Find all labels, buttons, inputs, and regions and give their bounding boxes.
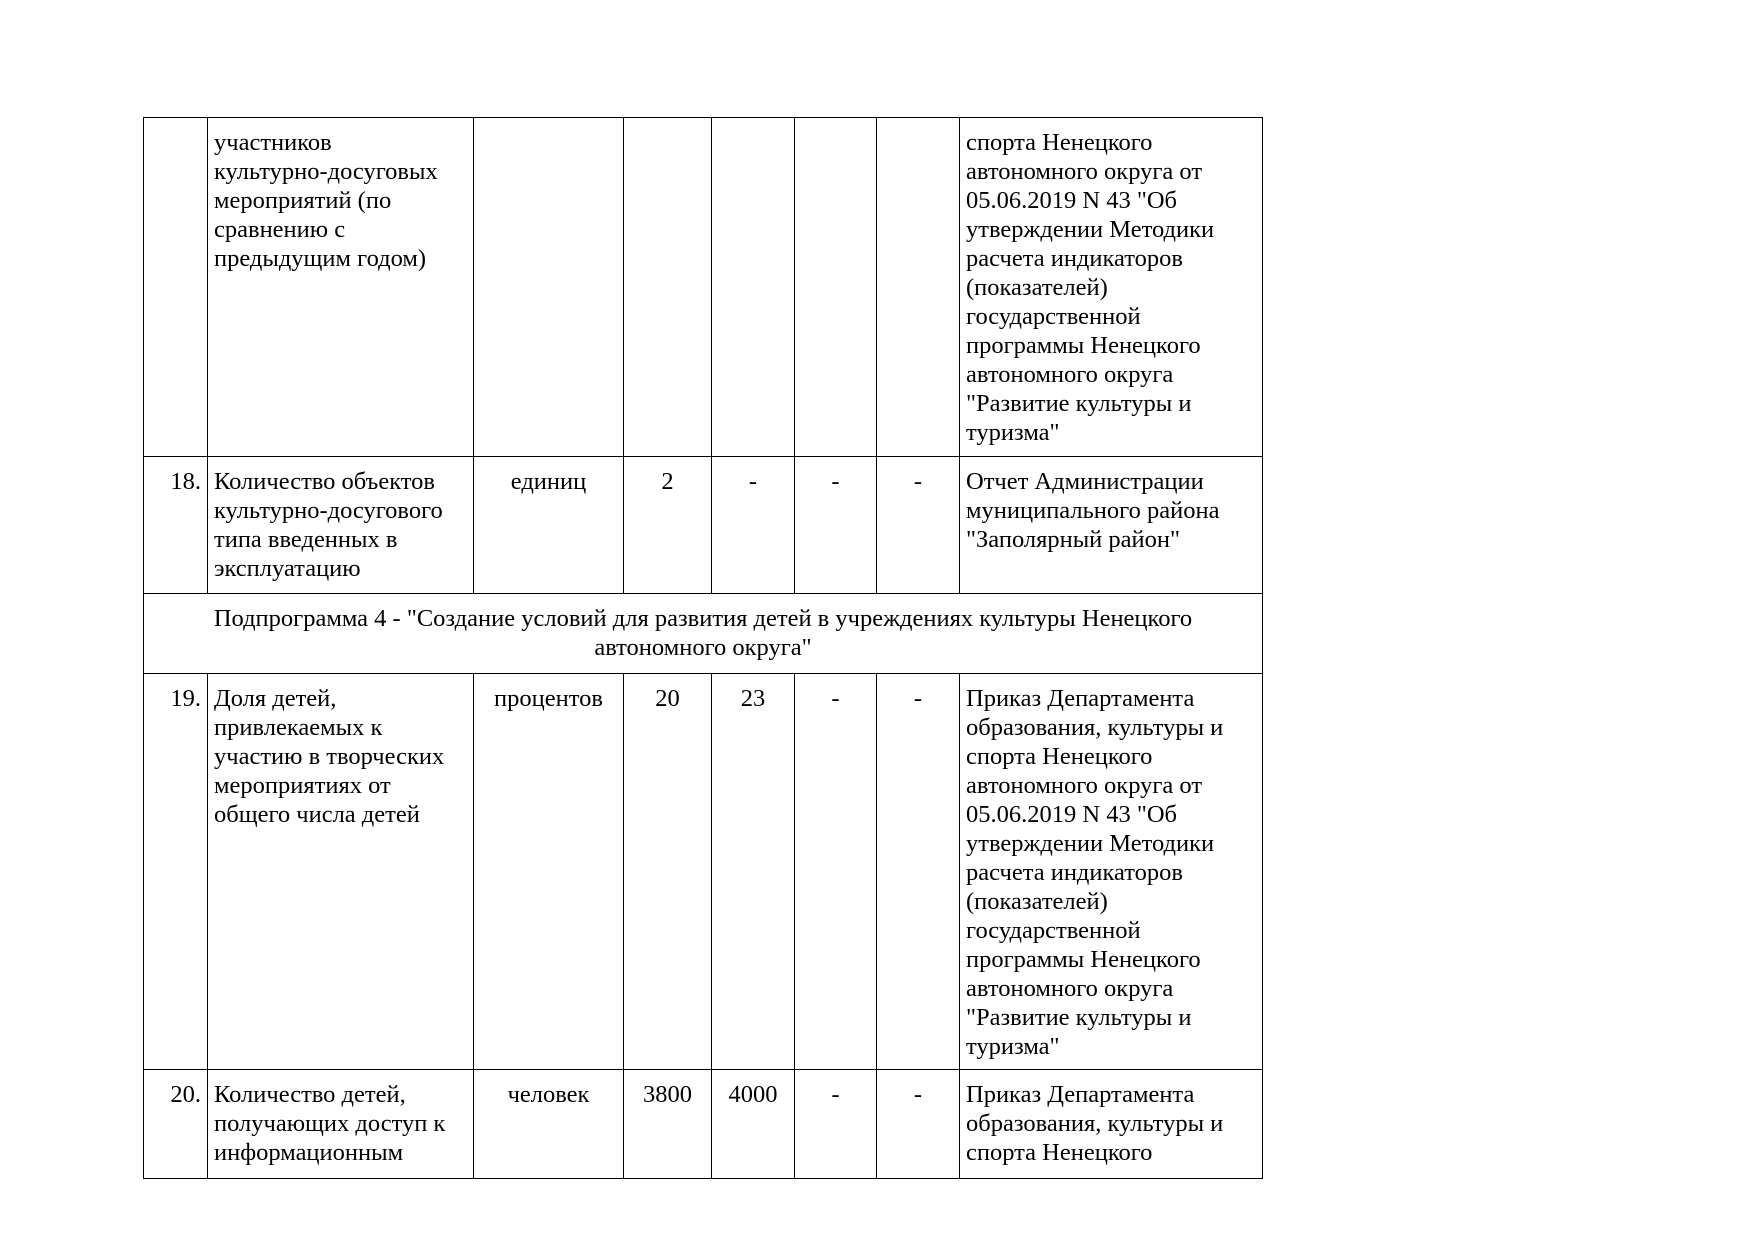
table-row [144,1070,1263,1179]
indicators-table [143,117,1263,1179]
row-number [144,118,208,457]
value-cell-3 [795,118,877,457]
value-cell-2: 4000 [712,1070,795,1179]
source-document: Приказ Департамента образования, культуры и спорта Ненецкого автономного округа от 05.06.2019 N 43 "Об утверждении Методики расчета индикаторов (показателей) государственной программы Ненецкого автономного округа "Развитие культуры и туризма" [960,674,1263,1070]
subprogram-title: Подпрограмма 4 - "Создание условий для развития детей в учреждениях культуры Ненецкого автономного округа" [144,594,1263,674]
row-number: 18. [144,457,208,594]
value-cell-3: - [795,674,877,1070]
unit-cell: человек [474,1070,624,1179]
value-cell-1: 2 [624,457,712,594]
unit-cell: единиц [474,457,624,594]
source-document: Отчет Администрации муниципального района "Заполярный район" [960,457,1263,594]
value-cell-4: - [877,1070,960,1179]
value-cell-3: - [795,1070,877,1179]
value-cell-1: 20 [624,674,712,1070]
table-row [144,118,1263,457]
value-cell-1: 3800 [624,1070,712,1179]
section-row [144,594,1263,674]
source-document: спорта Ненецкого автономного округа от 05.06.2019 N 43 "Об утверждении Методики расчета индикаторов (показателей) государственной программы Ненецкого автономного округа "Развитие культуры и туризма" [960,118,1263,457]
row-number: 19. [144,674,208,1070]
indicator-name: участников культурно-досуговых мероприятий (по сравнению с предыдущим годом) [208,118,474,457]
source-document: Приказ Департамента образования, культуры и спорта Ненецкого [960,1070,1263,1179]
table-row [144,457,1263,594]
row-number: 20. [144,1070,208,1179]
value-cell-4: - [877,457,960,594]
value-cell-4 [877,118,960,457]
unit-cell [474,118,624,457]
value-cell-2: - [712,457,795,594]
value-cell-4: - [877,674,960,1070]
table-row [144,674,1263,1070]
unit-cell: процентов [474,674,624,1070]
value-cell-3: - [795,457,877,594]
indicator-name: Доля детей, привлекаемых к участию в творческих мероприятиях от общего числа детей [208,674,474,1070]
indicator-name: Количество детей, получающих доступ к информационным [208,1070,474,1179]
value-cell-2 [712,118,795,457]
value-cell-2: 23 [712,674,795,1070]
indicator-name: Количество объектов культурно-досугового типа введенных в эксплуатацию [208,457,474,594]
value-cell-1 [624,118,712,457]
